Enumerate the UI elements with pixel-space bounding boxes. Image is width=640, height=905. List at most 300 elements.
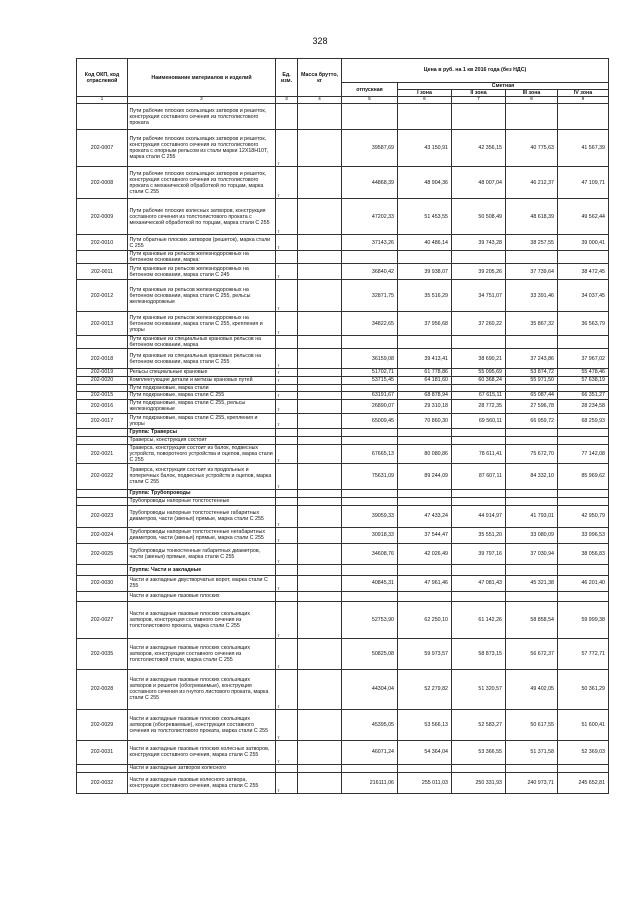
row-release-price: 36159,08 (342, 349, 398, 369)
row-zone-1-price: 68 878,94 (398, 391, 452, 399)
table-row (77, 251, 609, 264)
row-name: Части и закладные пазовые плоских (128, 591, 276, 601)
row-zone-4-price: 55 478,46 (558, 369, 609, 376)
row-unit: т (276, 740, 298, 764)
row-code: 202-0008 (77, 167, 128, 199)
row-zone-2-price (452, 436, 506, 444)
row-release-price (342, 384, 398, 391)
row-code (77, 336, 128, 349)
row-zone-2-price: 28 772,35 (452, 399, 506, 413)
row-code: 202-0021 (77, 444, 128, 463)
row-release-price: 39059,33 (342, 505, 398, 527)
row-zone-3-price: 65 087,44 (506, 391, 558, 399)
row-name: Части и закладные пазовые плоских скользящих затворов и решеток (обогреваемые), конструкция составного сечения из гнутого листового проката, марка стали С 255 (128, 669, 276, 709)
row-mass (298, 130, 342, 167)
header-unit: Ед. изм. (276, 59, 298, 97)
col-index: 5 (342, 97, 398, 104)
row-name: Трубопроводы напорные толстостенные (128, 497, 276, 505)
row-name: Пути крановые из рельсов железнодорожных на бетонном основании, марка стали С 255, крепления и упоры (128, 312, 276, 336)
row-name: Трубопроводы тонкостенные габаритных диаметров, части (звенья) прямые, марка стали С 255 (128, 543, 276, 564)
row-mass (298, 264, 342, 280)
col-index: 6 (398, 97, 452, 104)
row-unit: т (276, 235, 298, 251)
col-index: 1 (77, 97, 128, 104)
row-zone-1-price: 37 956,68 (398, 312, 452, 336)
row-unit: т (276, 199, 298, 235)
row-zone-2-price: 52 583,27 (452, 709, 506, 740)
row-mass (298, 436, 342, 444)
row-release-price: 63191,67 (342, 391, 398, 399)
row-code: 202-0023 (77, 505, 128, 527)
row-mass (298, 336, 342, 349)
row-zone-4-price: 59 999,38 (558, 601, 609, 638)
row-zone-4-price: 57 638,19 (558, 376, 609, 384)
row-mass (298, 543, 342, 564)
row-zone-4-price: 52 369,03 (558, 740, 609, 764)
row-zone-2-price (452, 564, 506, 575)
row-release-price: 32871,75 (342, 280, 398, 312)
row-code: 202-0024 (77, 527, 128, 543)
col-index: 9 (558, 97, 609, 104)
row-release-price (342, 336, 398, 349)
row-release-price: 34608,76 (342, 543, 398, 564)
row-zone-2-price: 37 260,22 (452, 312, 506, 336)
row-name: Пути крановые из рельсов железнодорожных на бетонном основании, марка стали С 245 (128, 264, 276, 280)
table-row (77, 376, 609, 384)
row-mass (298, 384, 342, 391)
row-name: Траверса, конструкция состоит из продольных и поперечных балок, подвесных устройств и оцепов, марка стали С 255 (128, 463, 276, 489)
row-zone-1-price: 47 433,24 (398, 505, 452, 527)
row-name: Части и закладные пазовые плоских скользящих затворов, конструкция составного сечения из толстолистового проката, марка стали С 255 (128, 601, 276, 638)
header-name: Наименование материалов и изделий (128, 59, 276, 97)
row-mass (298, 669, 342, 709)
row-zone-3-price (506, 591, 558, 601)
row-mass (298, 399, 342, 413)
row-zone-3-price: 46 212,37 (506, 167, 558, 199)
row-unit (276, 428, 298, 436)
row-code (77, 564, 128, 575)
row-zone-2-price (452, 489, 506, 497)
row-zone-4-price (558, 497, 609, 505)
col-index: 2 (128, 97, 276, 104)
row-zone-3-price (506, 564, 558, 575)
row-name: Пути рабочие плоских скользящих затворов и решеток, конструкция составного сечения из толстолистового проката с механической обработкой по торцам, марка стали С 255 (128, 167, 276, 199)
row-zone-3-price: 51 371,58 (506, 740, 558, 764)
row-zone-2-price: 38 690,21 (452, 349, 506, 369)
row-name: Пути подкрановые, марка стали С 255 (128, 391, 276, 399)
row-unit: т (276, 349, 298, 369)
group-row (77, 564, 609, 575)
table-row (77, 384, 609, 391)
row-zone-2-price: 47 081,43 (452, 575, 506, 591)
row-release-price (342, 104, 398, 130)
header-code: Код ОКП, код отраслевой (77, 59, 128, 97)
header-zone-4: IV зона (558, 90, 609, 97)
row-name: Части и закладные пазовые колесного затвора, конструкция составного сечения, марка стали С 255 (128, 772, 276, 793)
row-release-price: 34822,65 (342, 312, 398, 336)
row-zone-4-price (558, 104, 609, 130)
row-mass (298, 167, 342, 199)
row-code: 202-0017 (77, 413, 128, 428)
row-zone-3-price: 56 672,37 (506, 638, 558, 669)
row-code (77, 384, 128, 391)
row-mass (298, 312, 342, 336)
row-name: Части и закладные пазовые плоских скользящих затворов (обогреваемые), конструкция составного сечения из толстолистового проката, марка стали С 255 (128, 709, 276, 740)
row-zone-2-price: 34 751,07 (452, 280, 506, 312)
row-zone-4-price: 36 563,79 (558, 312, 609, 336)
table-row (77, 399, 609, 413)
table-row (77, 764, 609, 772)
row-code: 202-0013 (77, 312, 128, 336)
row-zone-1-price (398, 428, 452, 436)
row-unit: т (276, 772, 298, 793)
row-zone-3-price: 33 391,46 (506, 280, 558, 312)
row-release-price: 45395,05 (342, 709, 398, 740)
table-row (77, 601, 609, 638)
row-unit: т (276, 638, 298, 669)
table-row (77, 199, 609, 235)
row-zone-4-price: 85 969,62 (558, 463, 609, 489)
row-zone-4-price (558, 764, 609, 772)
row-zone-1-price: 35 516,29 (398, 280, 452, 312)
row-release-price: 47202,33 (342, 199, 398, 235)
row-name: Части и закладные затворов колесного (128, 764, 276, 772)
row-zone-3-price (506, 436, 558, 444)
row-name: Пути крановые из рельсов железнодорожных на бетонном основании, марка: (128, 251, 276, 264)
row-mass (298, 391, 342, 399)
row-unit (276, 251, 298, 264)
row-unit (276, 564, 298, 575)
row-code (77, 591, 128, 601)
row-code (77, 497, 128, 505)
row-zone-3-price: 66 959,72 (506, 413, 558, 428)
row-release-price: 50825,08 (342, 638, 398, 669)
row-release-price (342, 428, 398, 436)
row-zone-2-price: 250 331,93 (452, 772, 506, 793)
row-zone-2-price: 35 551,20 (452, 527, 506, 543)
row-zone-3-price: 58 858,54 (506, 601, 558, 638)
table-row (77, 336, 609, 349)
row-mass (298, 104, 342, 130)
row-name: Комплектующие детали и метизы крановых путей (128, 376, 276, 384)
group-row (77, 428, 609, 436)
row-zone-2-price: 78 611,41 (452, 444, 506, 463)
row-release-price: 36840,42 (342, 264, 398, 280)
row-release-price: 67665,13 (342, 444, 398, 463)
row-zone-2-price (452, 104, 506, 130)
row-zone-1-price: 255 011,03 (398, 772, 452, 793)
row-name: Пути крановые из специальных крановых рельсов на бетонном основании, марка стали С 255 (128, 349, 276, 369)
row-release-price (342, 436, 398, 444)
row-release-price: 52753,90 (342, 601, 398, 638)
table-row (77, 505, 609, 527)
row-zone-2-price: 60 368,24 (452, 376, 506, 384)
row-zone-3-price: 50 617,55 (506, 709, 558, 740)
row-unit: т (276, 399, 298, 413)
table-row (77, 444, 609, 463)
row-zone-4-price: 39 000,41 (558, 235, 609, 251)
row-zone-2-price (452, 428, 506, 436)
table-row (77, 497, 609, 505)
row-release-price: 37143,26 (342, 235, 398, 251)
row-zone-2-price: 55 095,69 (452, 369, 506, 376)
table-row (77, 312, 609, 336)
row-unit (276, 497, 298, 505)
row-mass (298, 764, 342, 772)
row-code: 202-0025 (77, 543, 128, 564)
row-zone-1-price: 47 961,46 (398, 575, 452, 591)
table-row (77, 591, 609, 601)
row-zone-3-price (506, 384, 558, 391)
row-release-price: 30918,33 (342, 527, 398, 543)
row-name: Пути рабочие плоских скользящих затворов и решеток, конструкция составного сечения из толстолистового проката (128, 104, 276, 130)
row-code: 202-0018 (77, 349, 128, 369)
row-zone-3-price: 84 332,10 (506, 463, 558, 489)
col-index: 7 (452, 97, 506, 104)
row-zone-2-price: 69 560,11 (452, 413, 506, 428)
row-zone-1-price: 48 904,36 (398, 167, 452, 199)
row-mass (298, 601, 342, 638)
row-zone-4-price (558, 428, 609, 436)
header-price-title: Цена в руб. на 1 кв 2016 года (без НДС) (342, 59, 609, 83)
header-zone-2: II зона (452, 90, 506, 97)
row-release-price (342, 251, 398, 264)
price-table (76, 58, 609, 794)
row-zone-1-price (398, 489, 452, 497)
table-row (77, 772, 609, 793)
row-zone-4-price: 77 142,08 (558, 444, 609, 463)
row-unit: т (276, 264, 298, 280)
row-unit: т (276, 601, 298, 638)
row-mass (298, 709, 342, 740)
row-zone-3-price (506, 336, 558, 349)
row-zone-1-price (398, 764, 452, 772)
row-name: Траверса, конструкция состоит из балок, подвесных устройств, поворотного устройства и оцепов, марка стали С 255 (128, 444, 276, 463)
table-row (77, 369, 609, 376)
row-release-price: 75631,09 (342, 463, 398, 489)
row-zone-4-price: 38 472,45 (558, 264, 609, 280)
row-zone-1-price: 42 026,49 (398, 543, 452, 564)
table-row (77, 413, 609, 428)
table-body (77, 104, 609, 794)
row-zone-2-price: 39 205,26 (452, 264, 506, 280)
row-release-price: 39587,69 (342, 130, 398, 167)
row-mass (298, 376, 342, 384)
row-zone-3-price: 40 775,63 (506, 130, 558, 167)
row-code (77, 489, 128, 497)
row-release-price (342, 591, 398, 601)
row-zone-1-price (398, 564, 452, 575)
row-unit (276, 336, 298, 349)
row-zone-3-price (506, 104, 558, 130)
row-mass (298, 497, 342, 505)
row-mass (298, 251, 342, 264)
row-zone-1-price: 29 310,18 (398, 399, 452, 413)
row-unit: т (276, 709, 298, 740)
row-name: Группа: Трубопроводы (128, 489, 276, 497)
row-release-price: 53715,45 (342, 376, 398, 384)
table-row (77, 104, 609, 130)
row-zone-4-price (558, 336, 609, 349)
row-unit: т (276, 543, 298, 564)
row-name: Трубопроводы напорные толстостенные габаритных диаметров, части (звенья) прямые, марка стали С 255 (128, 505, 276, 527)
row-mass (298, 444, 342, 463)
row-mass (298, 505, 342, 527)
row-zone-4-price: 49 562,44 (558, 199, 609, 235)
row-mass (298, 564, 342, 575)
group-row (77, 489, 609, 497)
row-zone-2-price (452, 591, 506, 601)
row-zone-1-price (398, 591, 452, 601)
row-release-price (342, 497, 398, 505)
row-mass (298, 349, 342, 369)
header-mass: Масса брутто, кг (298, 59, 342, 97)
row-unit: т (276, 130, 298, 167)
row-zone-2-price: 53 366,55 (452, 740, 506, 764)
row-zone-3-price: 37 243,86 (506, 349, 558, 369)
row-name: Пути обратные плоских затворов (решеток), марка стали С 255 (128, 235, 276, 251)
row-name: Пути крановые из рельсов железнодорожных на бетонном основании, марка стали С 255, рельсы железнодорожные (128, 280, 276, 312)
row-mass (298, 235, 342, 251)
row-zone-2-price (452, 384, 506, 391)
row-zone-4-price: 66 351,27 (558, 391, 609, 399)
row-unit: т (276, 167, 298, 199)
row-zone-4-price: 57 772,71 (558, 638, 609, 669)
row-unit (276, 436, 298, 444)
row-mass (298, 428, 342, 436)
row-zone-2-price: 44 914,97 (452, 505, 506, 527)
row-name: Части и закладные двустворчатых ворот, марка стали С 255 (128, 575, 276, 591)
row-release-price: 51702,71 (342, 369, 398, 376)
table-row (77, 130, 609, 167)
table-row (77, 167, 609, 199)
table-row (77, 740, 609, 764)
row-code: 202-0012 (77, 280, 128, 312)
table-row (77, 463, 609, 489)
row-zone-3-price: 49 402,05 (506, 669, 558, 709)
row-code (77, 428, 128, 436)
row-mass (298, 280, 342, 312)
row-zone-1-price: 39 413,41 (398, 349, 452, 369)
row-code (77, 764, 128, 772)
row-zone-4-price: 41 567,39 (558, 130, 609, 167)
row-zone-4-price (558, 384, 609, 391)
row-zone-1-price (398, 104, 452, 130)
row-zone-1-price (398, 384, 452, 391)
table-row (77, 349, 609, 369)
header-estimate: Сметная (398, 83, 609, 90)
row-release-price (342, 489, 398, 497)
row-unit: т (276, 463, 298, 489)
row-unit: т (276, 505, 298, 527)
row-zone-2-price: 48 007,04 (452, 167, 506, 199)
row-code: 202-0009 (77, 199, 128, 235)
row-zone-2-price: 51 320,57 (452, 669, 506, 709)
row-mass (298, 638, 342, 669)
row-zone-2-price: 58 873,15 (452, 638, 506, 669)
row-mass (298, 740, 342, 764)
row-zone-4-price: 68 259,93 (558, 413, 609, 428)
row-zone-1-price: 89 244,09 (398, 463, 452, 489)
row-name: Части и закладные пазовые плоских скользящих затворов, конструкция составного сечения из толстолистовой стали, марка стали С 255 (128, 638, 276, 669)
table-row (77, 638, 609, 669)
row-zone-2-price (452, 764, 506, 772)
row-name: Группа: Части и закладные (128, 564, 276, 575)
row-code: 202-0030 (77, 575, 128, 591)
row-zone-3-price: 240 973,71 (506, 772, 558, 793)
row-code (77, 436, 128, 444)
row-zone-4-price: 33 996,53 (558, 527, 609, 543)
table-row (77, 543, 609, 564)
row-name: Группа: Траверсы (128, 428, 276, 436)
row-zone-1-price: 59 973,57 (398, 638, 452, 669)
row-zone-3-price (506, 428, 558, 436)
row-name: Рельсы специальные крановые (128, 369, 276, 376)
row-zone-3-price (506, 251, 558, 264)
row-zone-4-price: 34 037,45 (558, 280, 609, 312)
table-row (77, 575, 609, 591)
row-code: 202-0032 (77, 772, 128, 793)
row-code (77, 104, 128, 130)
col-index: 3 (276, 97, 298, 104)
row-zone-2-price: 39 797,16 (452, 543, 506, 564)
row-mass (298, 575, 342, 591)
header-zone-1: I зона (398, 90, 452, 97)
row-zone-1-price: 61 778,86 (398, 369, 452, 376)
row-zone-3-price (506, 489, 558, 497)
row-unit: т (276, 391, 298, 399)
row-release-price: 26890,07 (342, 399, 398, 413)
row-zone-2-price (452, 497, 506, 505)
row-unit: т (276, 413, 298, 428)
row-zone-3-price: 33 080,09 (506, 527, 558, 543)
row-unit (276, 384, 298, 391)
table-row (77, 264, 609, 280)
row-code: 202-0029 (77, 709, 128, 740)
row-zone-1-price (398, 251, 452, 264)
row-code: 202-0011 (77, 264, 128, 280)
table-row (77, 669, 609, 709)
row-zone-4-price: 47 109,71 (558, 167, 609, 199)
row-name: Пути рабочие плоских скользящих затворов и решеток, конструкция составного сечения из толстолистового проката с опорным рельсом из стали марки 12Х18Н10Т, марка стали С 255 (128, 130, 276, 167)
row-zone-2-price: 61 142,26 (452, 601, 506, 638)
row-zone-3-price: 45 321,38 (506, 575, 558, 591)
row-zone-3-price (506, 497, 558, 505)
row-mass (298, 413, 342, 428)
row-zone-3-price: 37 030,94 (506, 543, 558, 564)
row-code: 202-0022 (77, 463, 128, 489)
row-zone-1-price: 70 860,30 (398, 413, 452, 428)
table-row (77, 436, 609, 444)
header-release: отпускная (342, 83, 398, 97)
row-zone-4-price: 38 056,83 (558, 543, 609, 564)
row-zone-4-price: 50 361,29 (558, 669, 609, 709)
row-zone-4-price: 28 234,58 (558, 399, 609, 413)
row-code: 202-0019 (77, 369, 128, 376)
row-mass (298, 463, 342, 489)
row-unit (276, 764, 298, 772)
row-zone-2-price: 42 356,15 (452, 130, 506, 167)
row-release-price: 40845,31 (342, 575, 398, 591)
table-row (77, 235, 609, 251)
row-zone-4-price: 42 950,79 (558, 505, 609, 527)
row-zone-1-price: 43 150,91 (398, 130, 452, 167)
row-mass (298, 527, 342, 543)
row-unit: т (276, 369, 298, 376)
row-mass (298, 489, 342, 497)
row-zone-1-price: 62 250,10 (398, 601, 452, 638)
row-zone-1-price: 51 453,55 (398, 199, 452, 235)
